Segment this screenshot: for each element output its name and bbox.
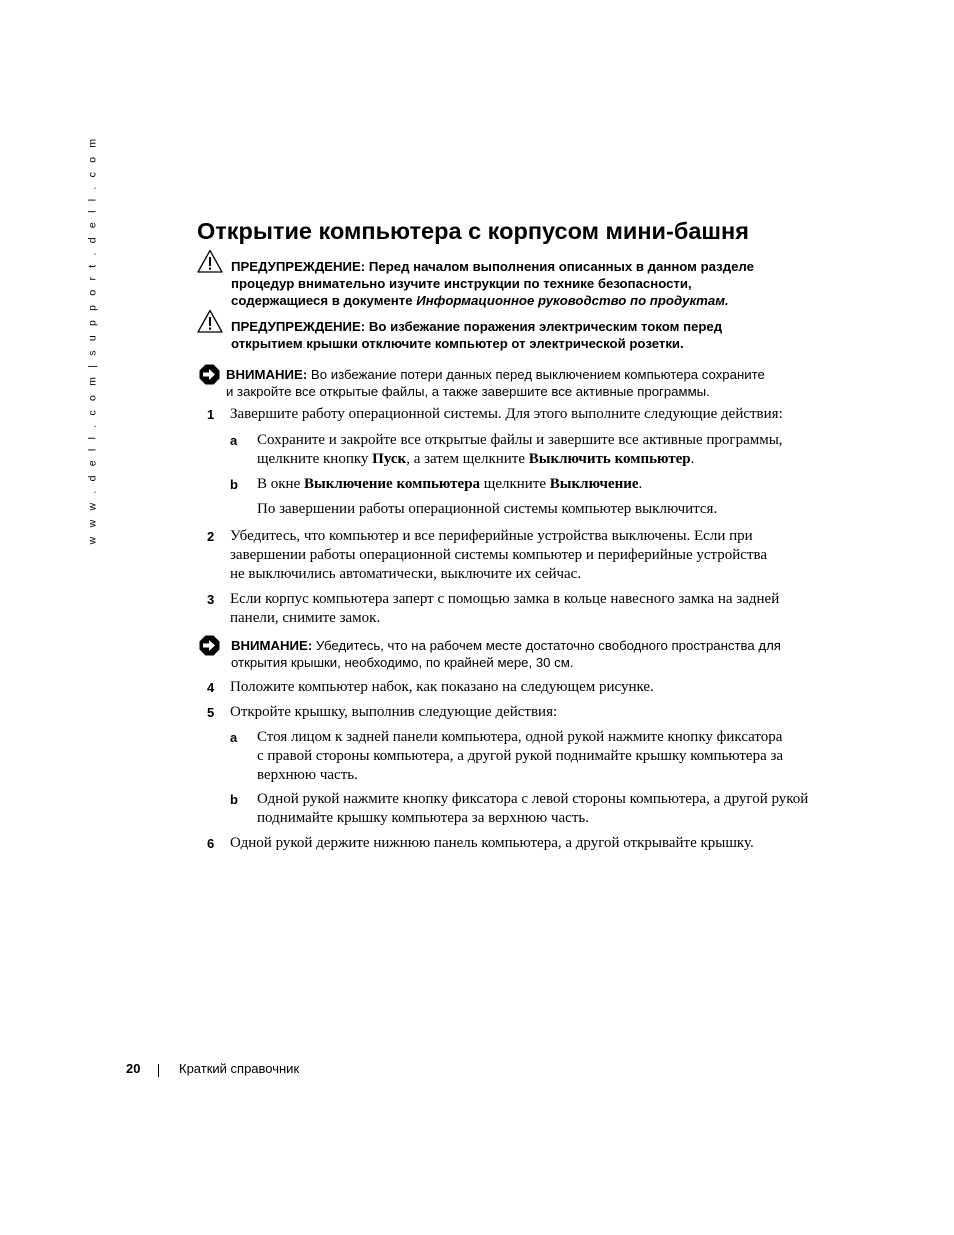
step-1b-followup: По завершении работы операционной системы компьютер выключится. (257, 501, 718, 517)
step-1b-text (257, 475, 642, 494)
step-1a-line2-c: , а затем щелкните (406, 451, 525, 467)
step-5-text: Откройте крышку, выполнив следующие действия: (230, 704, 558, 720)
step-2-line2: завершении работы операционной системы компьютер и периферийные устройства (230, 547, 768, 563)
notice-1-line1: Во избежание потери данных перед выключением компьютера сохраните (310, 367, 765, 382)
warning-triangle-icon (197, 249, 223, 273)
side-url (85, 135, 99, 545)
step-2-line3: не выключились автоматически, выключите их сейчас. (230, 566, 582, 582)
step-number: 2 (207, 529, 215, 544)
step-1a-line2-e: . (690, 451, 695, 467)
notice-1-line2: и закройте все открытые файлы, а также завершите все активные программы. (226, 384, 710, 399)
step-1a-line2-a: щелкните кнопку (257, 451, 369, 467)
warning-triangle-icon (197, 309, 223, 333)
warning-1-line3: содержащиеся в документе (231, 293, 413, 308)
step-2-text (230, 527, 767, 584)
warning-1-doc-title: Информационное руководство по продуктам. (416, 293, 729, 308)
step-5a-line2: с правой стороны компьютера, а другой рукой поднимайте крышку компьютера за (257, 748, 784, 764)
step-3-line2: панели, снимите замок. (230, 610, 381, 626)
notice-2 (231, 637, 781, 671)
warning-1-line2: процедур внимательно изучите инструкции по технике безопасности, (231, 276, 692, 291)
page-number: 20 (126, 1061, 141, 1076)
step-1b-p3: щелкните (483, 476, 547, 492)
substep-letter: b (230, 792, 238, 807)
step-number: 5 (207, 705, 215, 720)
page-title: Открытие компьютера с корпусом мини-башня (197, 218, 749, 244)
step-5a-line1: Стоя лицом к задней панели компьютера, одной рукой нажмите кнопку фиксатора (257, 729, 783, 745)
side-url-text: w w w . d e l l . c o m | s u p p o r t . d e l l . c o m (86, 135, 98, 545)
step-1b-p5: . (638, 476, 643, 492)
substep-letter: b (230, 477, 238, 492)
step-3-text (230, 590, 779, 628)
shutdown-option-ref: Выключение (549, 476, 639, 492)
warning-2 (231, 318, 722, 352)
warning-2-line1: Во избежание поражения электрическим током перед (368, 319, 723, 334)
warning-2-label: ПРЕДУПРЕЖДЕНИЕ: (231, 319, 366, 334)
warning-1-line1: Перед началом выполнения описанных в данном разделе (368, 259, 754, 274)
footer-divider (158, 1064, 159, 1077)
step-5a-line3: верхнюю часть. (257, 767, 358, 783)
step-number: 3 (207, 592, 215, 607)
notice-2-label: ВНИМАНИЕ: (231, 638, 313, 653)
step-1b-p1: В окне (257, 476, 301, 492)
shutdown-ref: Выключить компьютер (528, 451, 691, 467)
step-1a-line1: Сохраните и закройте все открытые файлы и завершите все активные программы, (257, 432, 783, 448)
step-1a-text (257, 431, 783, 469)
step-5b-line2: поднимайте крышку компьютера за верхнюю часть. (257, 810, 589, 826)
start-button-ref: Пуск (372, 451, 407, 467)
warning-1-label: ПРЕДУПРЕЖДЕНИЕ: (231, 259, 366, 274)
step-1-text: Завершите работу операционной системы. Для этого выполните следующие действия: (230, 406, 783, 422)
step-number: 6 (207, 836, 215, 851)
step-5b-text (257, 790, 808, 828)
step-number: 1 (207, 407, 215, 422)
notice-1 (226, 366, 765, 400)
step-2-line1: Убедитесь, что компьютер и все периферийные устройства выключены. Если при (230, 528, 753, 544)
notice-icon (199, 364, 220, 385)
step-5a-text (257, 728, 783, 785)
substep-letter: a (230, 730, 238, 745)
step-number: 4 (207, 680, 215, 695)
step-3-line1: Если корпус компьютера заперт с помощью замка в кольце навесного замка на задней (230, 591, 780, 607)
step-6-text: Одной рукой держите нижнюю панель компьютера, а другой открывайте крышку. (230, 835, 754, 851)
notice-2-line2: открытия крышки, необходимо, по крайней мере, 30 см. (231, 655, 574, 670)
step-5b-line1: Одной рукой нажмите кнопку фиксатора с левой стороны компьютера, а другой рукой (257, 791, 809, 807)
footer-label: Краткий справочник (179, 1061, 300, 1076)
shutdown-window-ref: Выключение компьютера (303, 476, 481, 492)
substep-letter: a (230, 433, 238, 448)
notice-icon (199, 635, 220, 656)
step-4-text: Положите компьютер набок, как показано на следующем рисунке. (230, 679, 654, 695)
warning-1 (231, 258, 754, 309)
notice-2-line1: Убедитесь, что на рабочем месте достаточно свободного пространства для (315, 638, 781, 653)
warning-2-line2: открытием крышки отключите компьютер от электрической розетки. (231, 336, 684, 351)
notice-1-label: ВНИМАНИЕ: (226, 367, 308, 382)
